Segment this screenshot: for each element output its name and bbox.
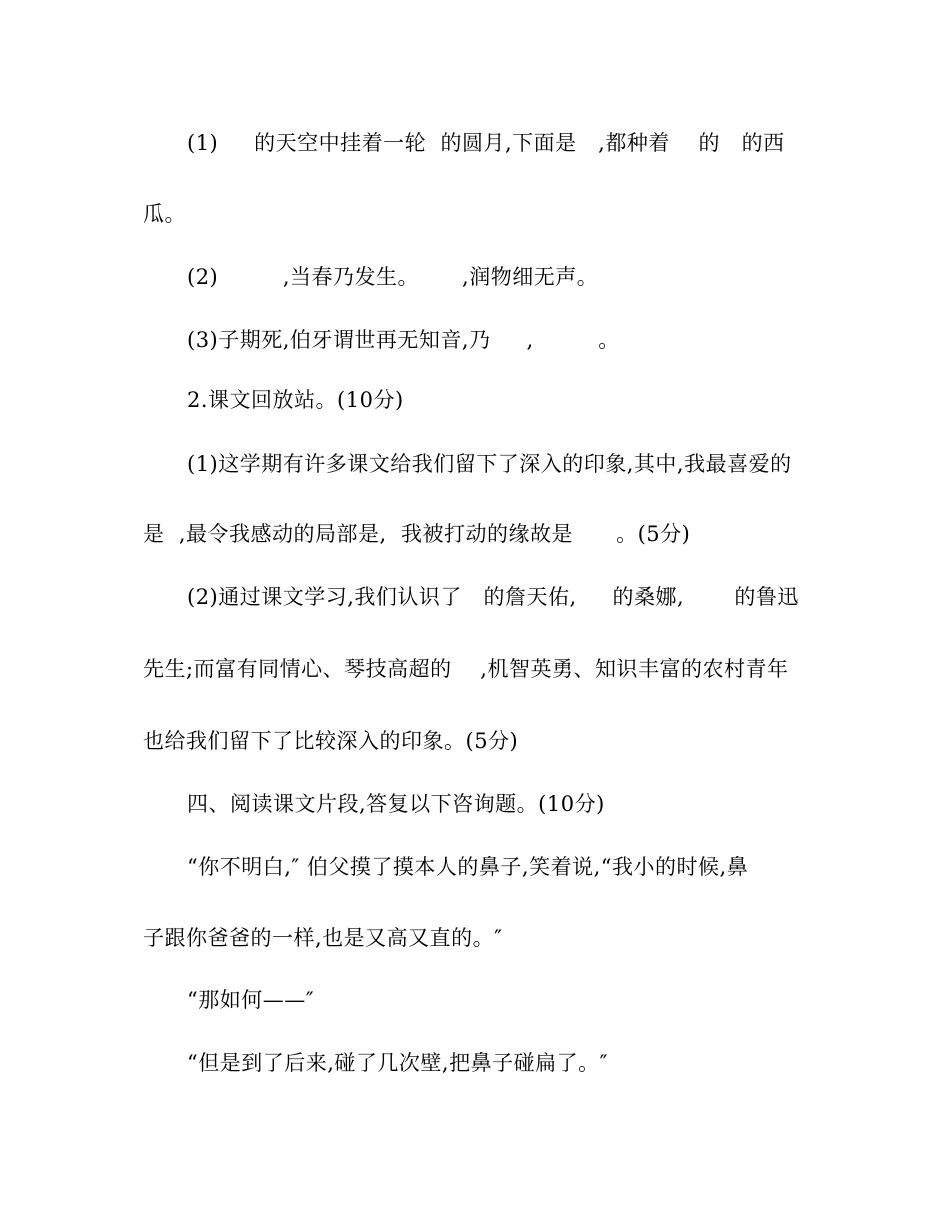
fill-blank-question-2: (2) ,当春乃发生。 ,润物细无声。 — [187, 265, 599, 289]
fill-blank-question-1: (1) 的天空中挂着一轮 的圆月,下面是 ,都种着 的 的西 — [187, 131, 785, 155]
fill-blank-question-3: (3)子期死,伯牙谓世再无知音,乃 , 。 — [187, 328, 620, 352]
passage-paragraph-1-cont: 子跟你爸爸的一样,也是又高又直的。″ — [143, 926, 503, 950]
section-heading-review: 2.课文回放站。(10分) — [187, 388, 404, 412]
passage-paragraph-1: “你不明白,″ 伯父摸了摸本人的鼻子,笑着说,“我小的时候,鼻 — [187, 855, 749, 879]
passage-paragraph-3: “但是到了后来,碰了几次壁,把鼻子碰扁了。″ — [187, 1051, 608, 1075]
review-question-2: (2)通过课文学习,我们认识了 的詹天佑, 的桑娜, 的鲁迅 — [187, 585, 799, 609]
passage-paragraph-2: “那如何——″ — [187, 988, 315, 1012]
review-question-2-end: 也给我们留下了比较深入的印象。(5分) — [143, 729, 519, 753]
review-question-1: (1)这学期有许多课文给我们留下了深入的印象,其中,我最喜爱的 — [187, 452, 792, 476]
section-heading-reading: 四、阅读课文片段,答复以下咨询题。(10分) — [187, 792, 605, 816]
review-question-1-cont: 是 ,最令我感动的局部是, 我被打动的缘故是 。(5分) — [143, 522, 691, 546]
review-question-2-cont: 先生;而富有同情心、琴技高超的 ,机智英勇、知识丰富的农村青年 — [143, 657, 789, 681]
fill-blank-question-1-cont: 瓜。 — [143, 202, 186, 226]
